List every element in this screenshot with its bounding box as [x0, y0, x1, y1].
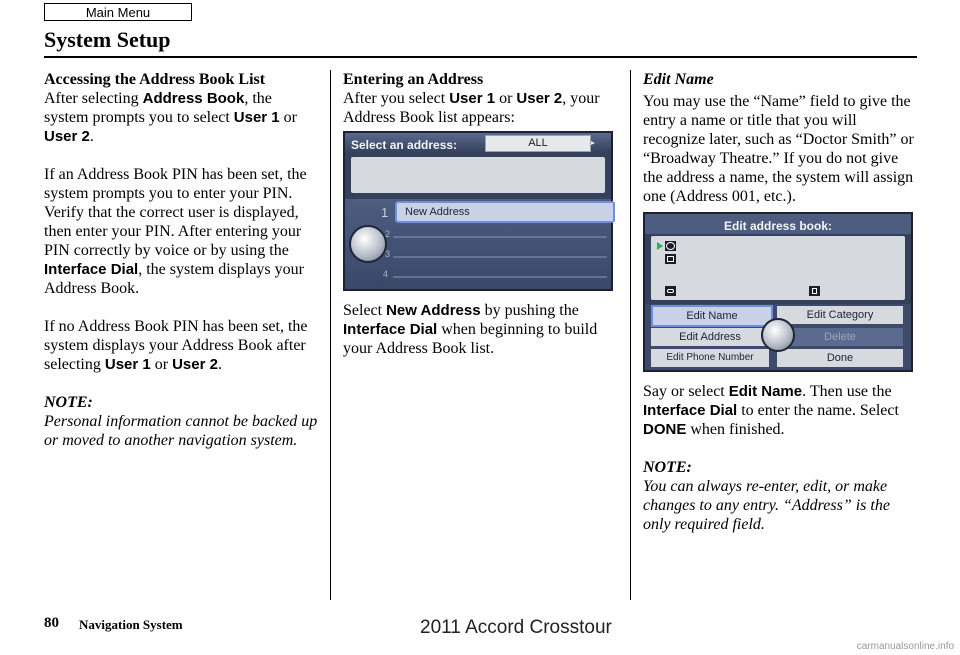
section-heading-edit-name: Edit Name: [643, 71, 714, 88]
text: when finished.: [686, 421, 785, 438]
done-button[interactable]: Done: [777, 349, 903, 367]
ui-term-interface-dial: Interface Dial: [643, 402, 738, 419]
paragraph-entering-2: [343, 301, 618, 358]
page-number: 80: [44, 615, 59, 631]
ui-term-interface-dial: Interface Dial: [343, 321, 438, 338]
pin-icon: [666, 242, 675, 250]
page-title: System Setup: [44, 27, 171, 52]
row-number-1: 1: [381, 205, 389, 220]
main-menu-button[interactable]: Main Menu: [44, 3, 192, 21]
note-text: You can always re-enter, edit, or make changes to any entry. “Address” is the only required field.: [643, 478, 890, 533]
phone-icon: [667, 289, 674, 293]
edit-address-button[interactable]: Edit Address: [651, 328, 769, 346]
ui-term-address-book: Address Book: [142, 90, 245, 107]
row-number-3: 3: [385, 249, 391, 259]
interface-dial-icon: [349, 225, 387, 263]
note-text: Personal information cannot be backed up or moved to another navigation system.: [44, 413, 318, 449]
row-number-2: 2: [385, 229, 391, 239]
footer-section: Navigation System: [79, 617, 183, 632]
text: to enter the name. Select: [737, 402, 899, 419]
ui-term-user-1: User 1: [104, 356, 151, 373]
paragraph-access-1: [44, 89, 319, 146]
text: , the system prompts you to select: [44, 90, 272, 126]
filter-all-button[interactable]: ALL: [485, 135, 591, 152]
category-icon: [812, 288, 817, 294]
ui-term-edit-name: Edit Name: [728, 383, 803, 400]
text: , your Address Book list appears:: [343, 90, 600, 126]
ui-term-user-2: User 2: [516, 90, 563, 107]
interface-dial-icon: [761, 318, 795, 352]
paragraph-edit-name-2: [643, 382, 918, 439]
ui-term-user-1: User 1: [233, 109, 280, 126]
text: or: [150, 356, 173, 373]
new-address-item[interactable]: New Address: [395, 201, 615, 223]
edit-name-button[interactable]: Edit Name: [651, 305, 773, 327]
text: .: [217, 356, 222, 373]
column-divider: [330, 70, 331, 600]
text: . Then use the: [802, 383, 892, 400]
ui-term-interface-dial: Interface Dial: [44, 261, 139, 278]
column-entering-address: [343, 70, 618, 377]
site-watermark: carmanualsonline.info: [856, 641, 954, 652]
text: If no Address Book PIN has been set, the system displays your Address Book after selecting: [44, 318, 308, 373]
edit-phone-number-button[interactable]: Edit Phone Number: [651, 349, 769, 367]
paragraph-access-3: [44, 317, 319, 374]
screen-title: Edit address book:: [723, 219, 833, 233]
text: when beginning to build your Address Book list.: [343, 321, 598, 357]
watermark: 2011 Accord Crosstour: [420, 617, 612, 638]
note-label: NOTE:: [44, 394, 93, 411]
paragraph-edit-name-1: You may use the “Name” field to give the entry a name or title that you will recognize later, such as “Doctor Smith” or “Broadway Theatre.” If you do not give the address a name, the system will assign one (Address 001, etc.).: [643, 93, 914, 205]
text: by pushing the: [480, 302, 579, 319]
ui-term-user-2: User 2: [172, 356, 218, 373]
row-number-4: 4: [383, 269, 389, 279]
paragraph-access-2: [44, 165, 319, 298]
paragraph-entering-1: [343, 89, 618, 127]
text: Say or select: [643, 383, 729, 400]
text: If an Address Book PIN has been set, the system prompts you to enter your PIN. Verify that the correct user is displayed, then enter your PIN. After entering your PIN correctly by voice or by using the: [44, 166, 307, 259]
text: , the system displays your Address Book.: [44, 261, 304, 297]
ui-term-new-address: New Address: [386, 302, 481, 319]
ui-term-user-1: User 1: [449, 90, 496, 107]
text: After you select: [343, 90, 450, 107]
edit-address-book-screen: [643, 212, 913, 372]
column-edit-name: [643, 70, 918, 553]
select-address-screen: [343, 131, 613, 291]
section-heading-access: Accessing the Address Book List: [44, 71, 266, 88]
text: After selecting: [44, 90, 143, 107]
ui-term-done: DONE: [643, 421, 687, 438]
text: or: [495, 90, 517, 107]
note-label: NOTE:: [643, 459, 692, 476]
edit-category-button[interactable]: Edit Category: [777, 306, 903, 324]
text: .: [89, 128, 94, 145]
delete-button[interactable]: Delete: [777, 328, 903, 346]
text: or: [279, 109, 297, 126]
title-divider: [44, 56, 917, 58]
column-divider: [630, 70, 631, 600]
ui-term-user-2: User 2: [44, 128, 90, 145]
text: Select: [343, 302, 387, 319]
column-access-address-book: [44, 70, 319, 469]
home-icon: [667, 256, 674, 262]
section-heading-entering: Entering an Address: [343, 71, 484, 88]
screen-title: Select an address:: [351, 138, 458, 152]
